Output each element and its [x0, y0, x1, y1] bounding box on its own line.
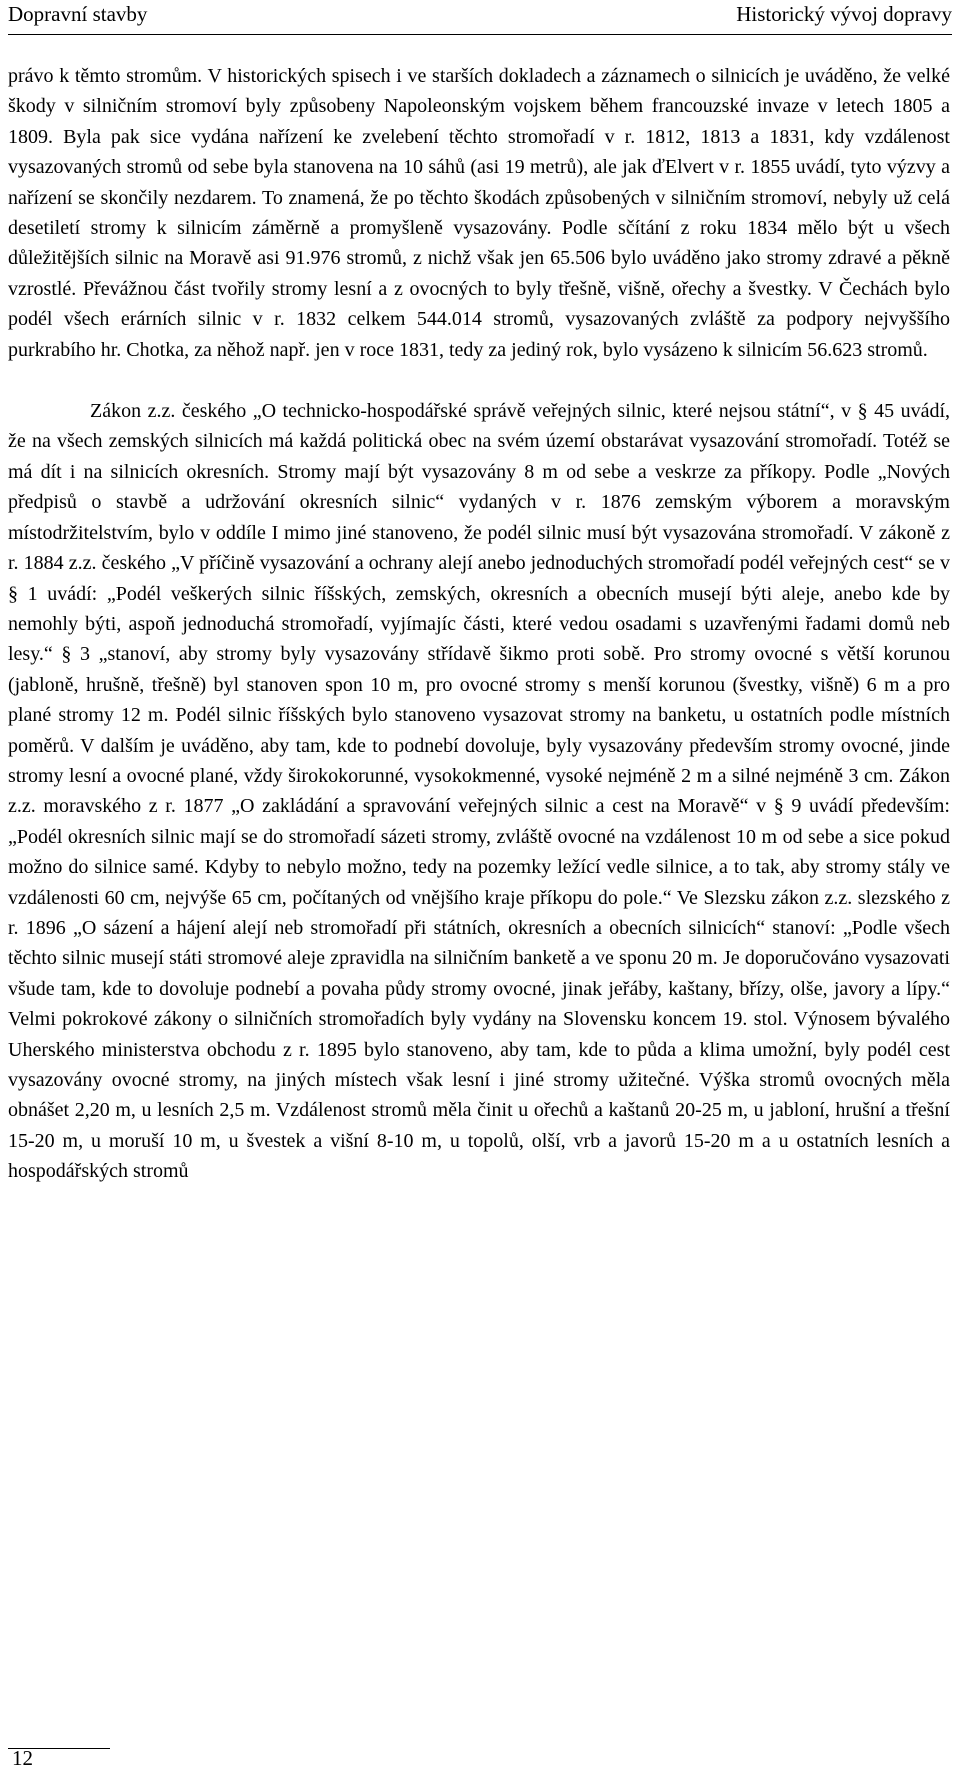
paragraph-trees-history: právo k těmto stromům. V historických spisech i ve starších dokladech a záznamech o silnicích je uváděno, že velké škody v silničním stromoví byly způsobeny Napoleonským vojskem během francouzské invaze v letech 1805 a 1809. Byla pak sice vydána nařízení ke zvelebení těchto stromořadí v r. 1812, 1813 a 1831, kdy vzdálenost vysazovaných stromů od sebe byla stanovena na 10 sáhů (asi 19 metrů), ale jak ďElvert v r. 1855 uvádí, tyto výzvy a nařízení se skončily nezdarem. To znamená, že po těchto škodách způsobených v silničním stromoví, nebyly už celá desetiletí stromy k silnicím záměrně a promyšleně vysazovány. Podle sčítání z roku 1834 mělo být u všech důležitějších silnic na Moravě asi 91.976 stromů, z nichž však jen 65.506 bylo uváděno jako stromy zdravé a pěkně vzrostlé. Převážnou část tvořily stromy lesní a z ovocných to byly třešně, višně, ořechy a švestky. V Čechách bylo podél všech erárních silnic v r. 1832 celkem 544.014 stromů, vysazovaných zvláště za podpory nejvyššího purkrabího hr. Chotka, za něhož např. jen v roce 1831, tedy za jediný rok, bylo vysázeno k silnicím 56.623 stromů. [8, 65, 950, 361]
header-chapter-title: Historický vývoj dopravy [736, 2, 952, 26]
header-divider [8, 34, 952, 35]
page-header [8, 0, 952, 30]
header-section-title: Dopravní stavby [8, 2, 148, 26]
paragraph-tree-laws: Zákon z.z. českého „O technicko-hospodářské správě veřejných silnic, které nejsou státní“, v § 45 uvádí, že na všech zemských silnicích má každá politická obec na svém území obstarávat vysazování stromořadí. Totéž se má dít i na silnicích okresních. Stromy mají být vysazovány 8 m od sebe a veskrze za příkopy. Podle „Nových předpisů o stavbě a udržování okresních silnic“ vydaných v r. 1876 zemským výborem a moravským místodržitelstvím, bylo v oddíle I mimo jiné stanoveno, že podél silnic musí být vysazována stromořadí. V zákoně z r. 1884 z.z. českého „V příčině vysazování a ochrany alejí anebo jednoduchých stromořadí podél veřejných cest“ se v § 1 uvádí: „Podél veškerých silnic říšských, zemských, okresních a obecních musejí býti aleje, anebo kde by nemohly býti, aspoň jednoduchá stromořadí, vyjímajíc části, které vedou osadami s uzavřenými řadami domů neb lesy.“ § 3 „stanoví, aby stromy byly vysazovány střídavě šikmo proti sobě. Pro stromy ovocné s větší korunou (jabloně, hrušně, třešně) byl stanoven spon 10 m, pro ovocné stromy s menší korunou (švestky, višně) 6 m a pro plané stromy 12 m. Podél silnic říšských bylo stanoveno vysazovat stromy na banketu, u ostatních podle místních poměrů. V dalším je uváděno, aby tam, kde to podnebí dovoluje, byly vysazovány především stromy ovocné, jinde stromy lesní a ovocné plané, vždy širokokorunné, vysokokmenné, vysoké nejméně 2 m a silné nejméně 3 cm. Zákon z.z. moravského z r. 1877 „O zakládání a spravování veřejných silnic a cest na Moravě“ v § 9 uvádí především: „Podél okresních silnic mají se do stromořadí sázeti stromy, zvláště ovocné na vzdálenost 10 m od sebe a sice pokud možno do silnice samé. Kdyby to nebylo možno, tedy na pozemky ležící vedle silnice, a to tak, aby stromy stály ve vzdálenosti 60 cm, nejvýše 65 cm, počítaných od vnějšího kraje příkopu do pole.“ Ve Slezsku zákon z.z. slezského z r. 1896 „O sázení a hájení alejí neb stromořadí při státních, okresních a obecních silnicích“ stanoví: „Podle všech těchto silnic musejí státi stromové aleje zpravidla na silničním banketě a ve sponu 20 m. Je doporučováno vysazovati všude tam, kde to dovoluje podnebí a povaha půdy stromy ovocné, jinak jeřáby, kaštany, břízy, olše, javory a lípy.“ Velmi pokrokové zákony o silničních stromořadích byly vydány na Slovensku koncem 19. stol. Výnosem bývalého Uherského ministerstva obchodu z r. 1895 bylo stanoveno, aby tam, kde to půda a klima umožní, byly podél cest vysazovány ovocné stromy, na jiných místech však lesní i jiné stromy užitečné. Výška stromů ovocných měla obnášet 2,20 m, u lesních 2,5 m. Vzdálenost stromů měla činit u ořechů a kaštanů 20-25 m, u jabloní, hrušní a třešní 15-20 m, u moruší 10 m, u švestek a višní 8-10 m, u topolů, olší, vrb a javorů 15-20 m a u ostatních lesních a hospodářských stromů [8, 400, 950, 1183]
document-body [8, 61, 950, 1187]
page-number: 12 [12, 1746, 33, 1770]
